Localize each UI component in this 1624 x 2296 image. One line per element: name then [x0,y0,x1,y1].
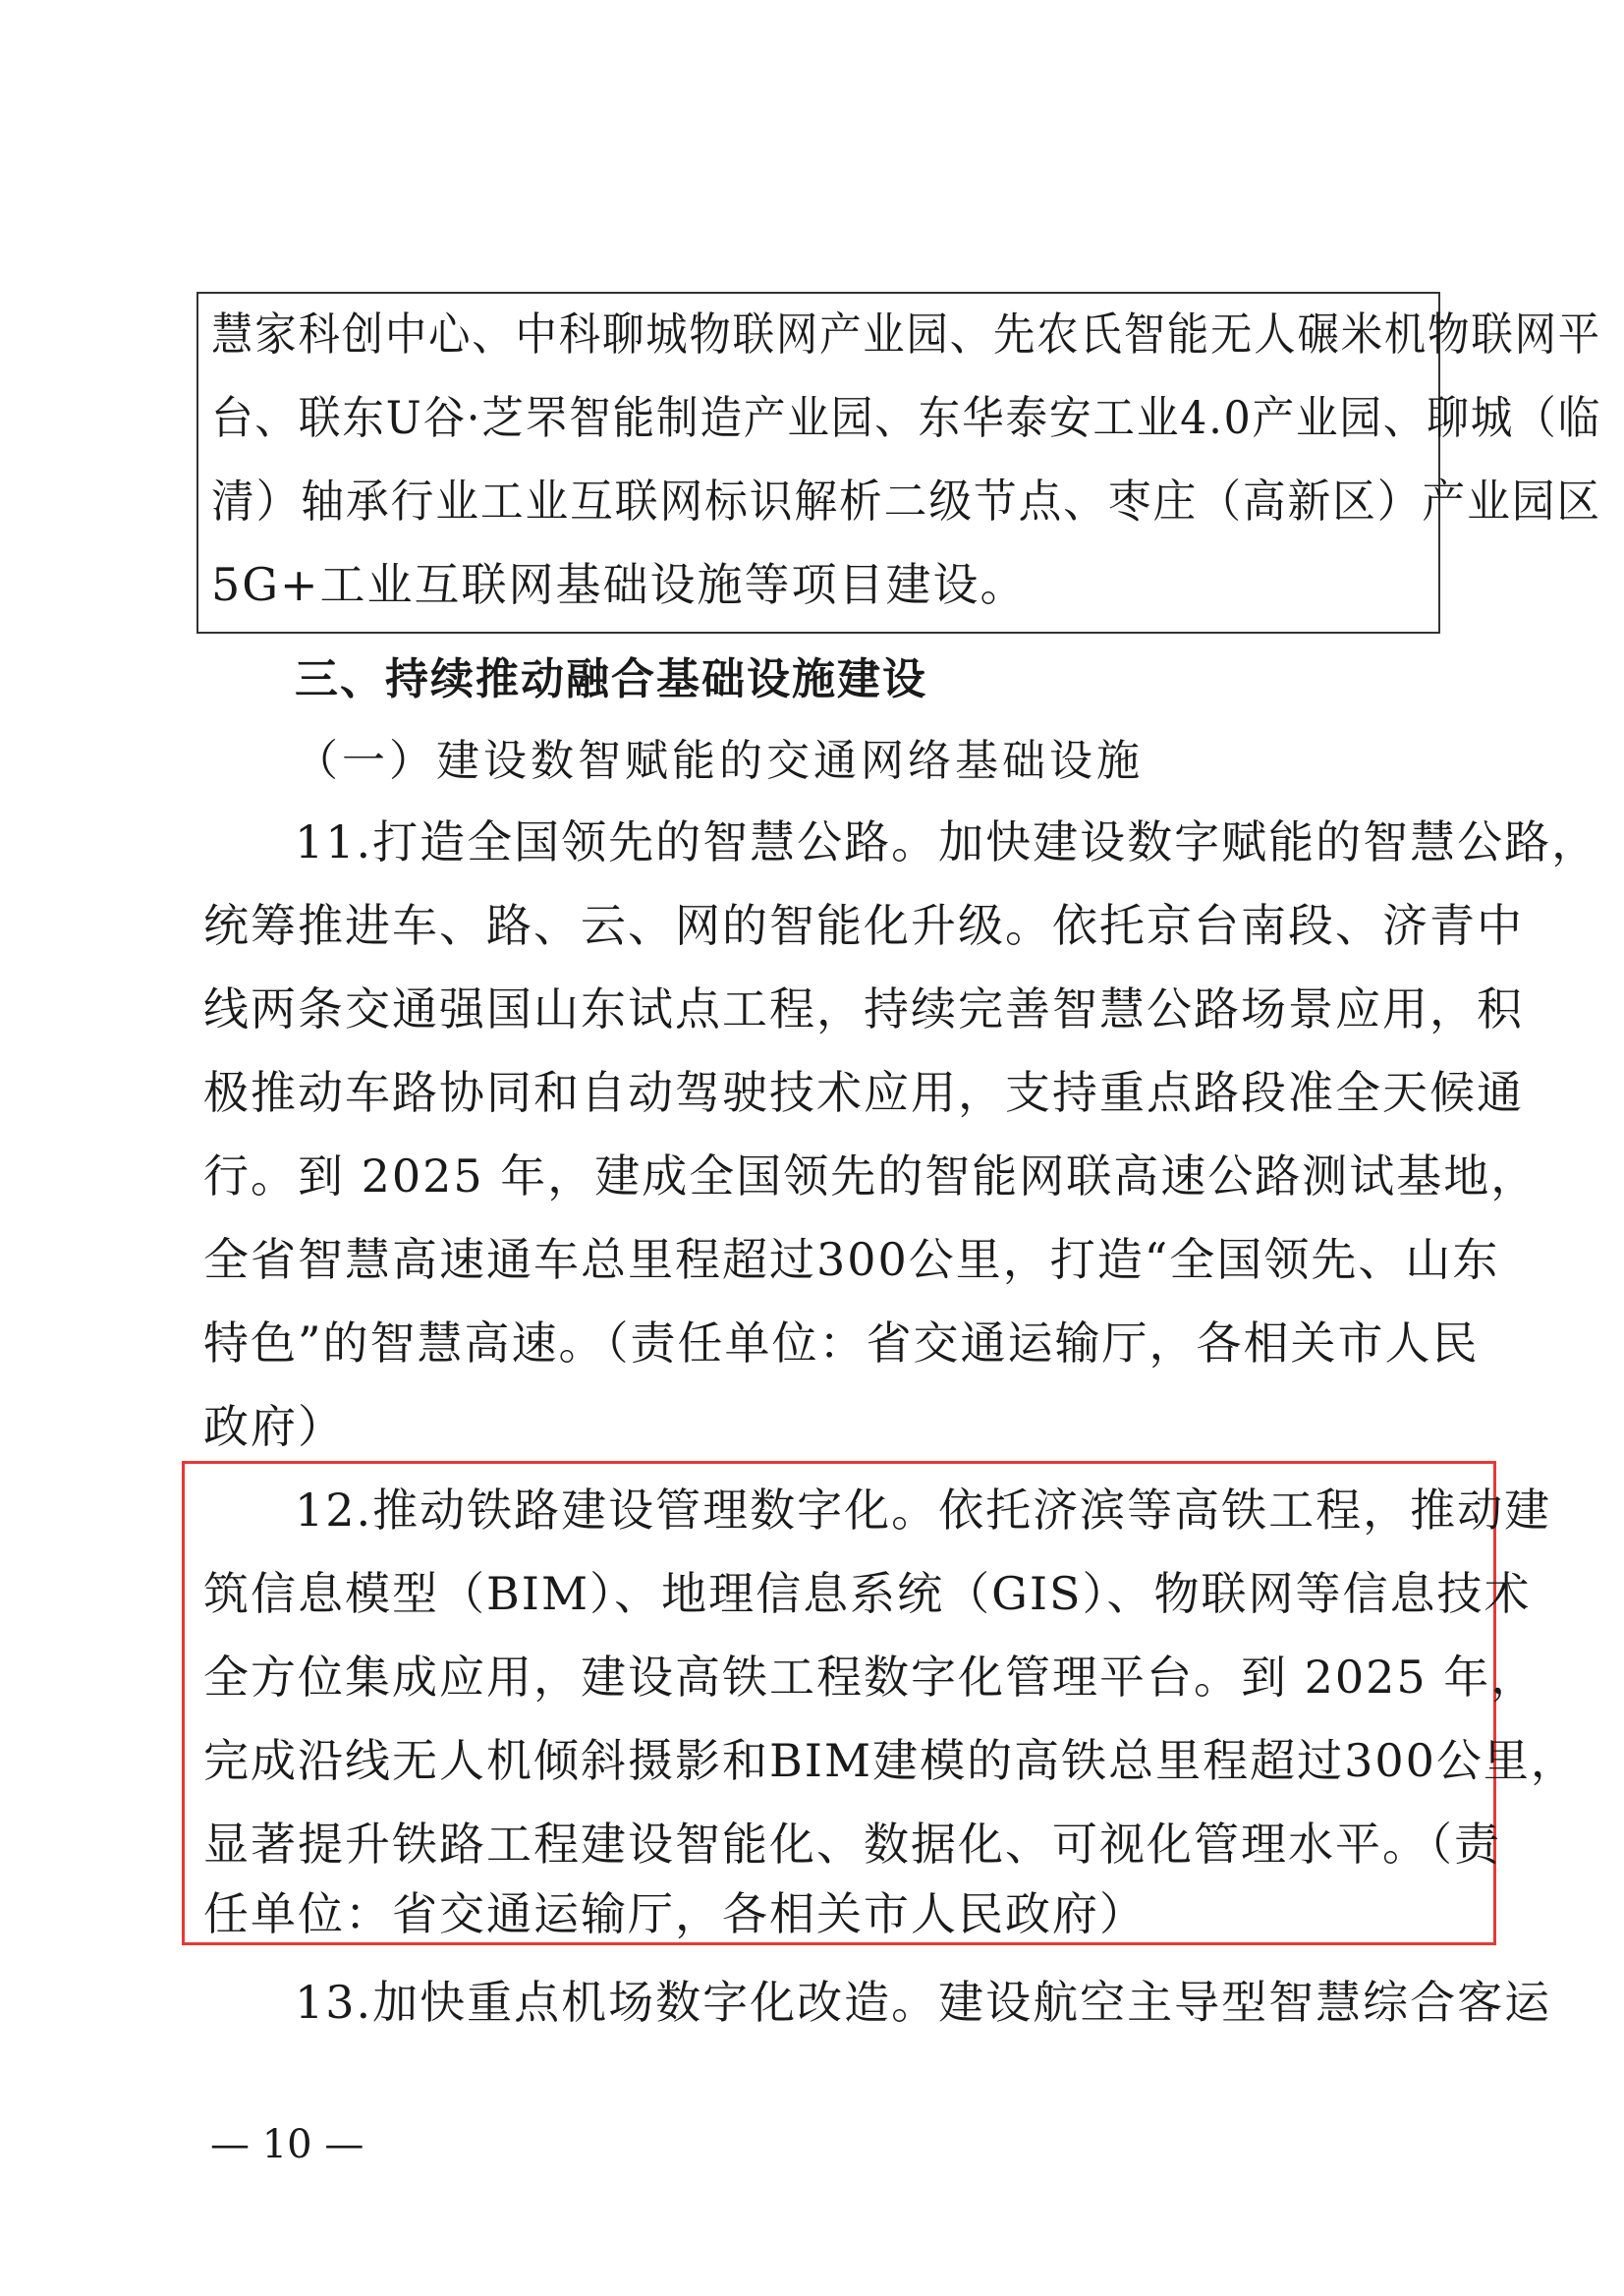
item-11-line-8: 政府） [203,1400,345,1453]
item-11-line-4: 极推动车路协同和自动驾驶技术应用，支持重点路段准全天候通 [203,1066,1524,1119]
item-12-line-6: 任单位：省交通运输厅，各相关市人民政府） [203,1887,1147,1940]
item-12-line-1: 12.推动铁路建设管理数字化。依托济滨等高铁工程，推动建 [295,1484,1552,1537]
item-11-line-6: 全省智慧高速通车总里程超过300公里，打造“全国领先、山东 [203,1233,1500,1286]
item-11-line-2: 统筹推进车、路、云、网的智能化升级。依托京台南段、济青中 [203,899,1524,952]
item-11-line-3: 线两条交通强国山东试点工程，持续完善智慧公路场景应用，积 [203,982,1524,1036]
page-number: — 10 — [210,2122,364,2167]
section-heading: 三、持续推动融合基础设施建设 [295,654,927,704]
item-12-line-3: 全方位集成应用，建设高铁工程数字化管理平台。到 2025 年， [203,1651,1539,1704]
box-line-1: 慧家科创中心、中科聊城物联网产业园、先农氏智能无人碾米机物联网平 [211,308,1601,361]
item-12-line-2: 筑信息模型（BIM）、地理信息系统（GIS）、物联网等信息技术 [203,1567,1532,1620]
box-line-3: 清）轴承行业工业互联网标识解析二级节点、枣庄（高新区）产业园区 [211,475,1601,528]
box-line-4: 5G+工业互联网基础设施等项目建设。 [211,558,1028,611]
item-11-line-7: 特色”的智慧高速。（责任单位：省交通运输厅，各相关市人民 [203,1316,1480,1370]
item-11-line-1: 11.打造全国领先的智慧公路。加快建设数字赋能的智慧公路， [295,815,1599,868]
section-subheading: （一）建设数智赋能的交通网络基础设施 [295,736,1144,786]
box-line-2: 台、联东U谷·芝罘智能制造产业园、东华泰安工业4.0产业园、聊城（临 [211,391,1601,444]
item-11-line-5: 行。到 2025 年，建成全国领先的智能网联高速公路测试基地， [203,1149,1539,1203]
item-12-line-4: 完成沿线无人机倾斜摄影和BIM建模的高铁总里程超过300公里， [203,1734,1578,1787]
item-12-line-5: 显著提升铁路工程建设智能化、数据化、可视化管理水平。（责 [203,1818,1501,1871]
item-13-line-1: 13.加快重点机场数字化改造。建设航空主导型智慧综合客运 [295,1976,1552,2029]
